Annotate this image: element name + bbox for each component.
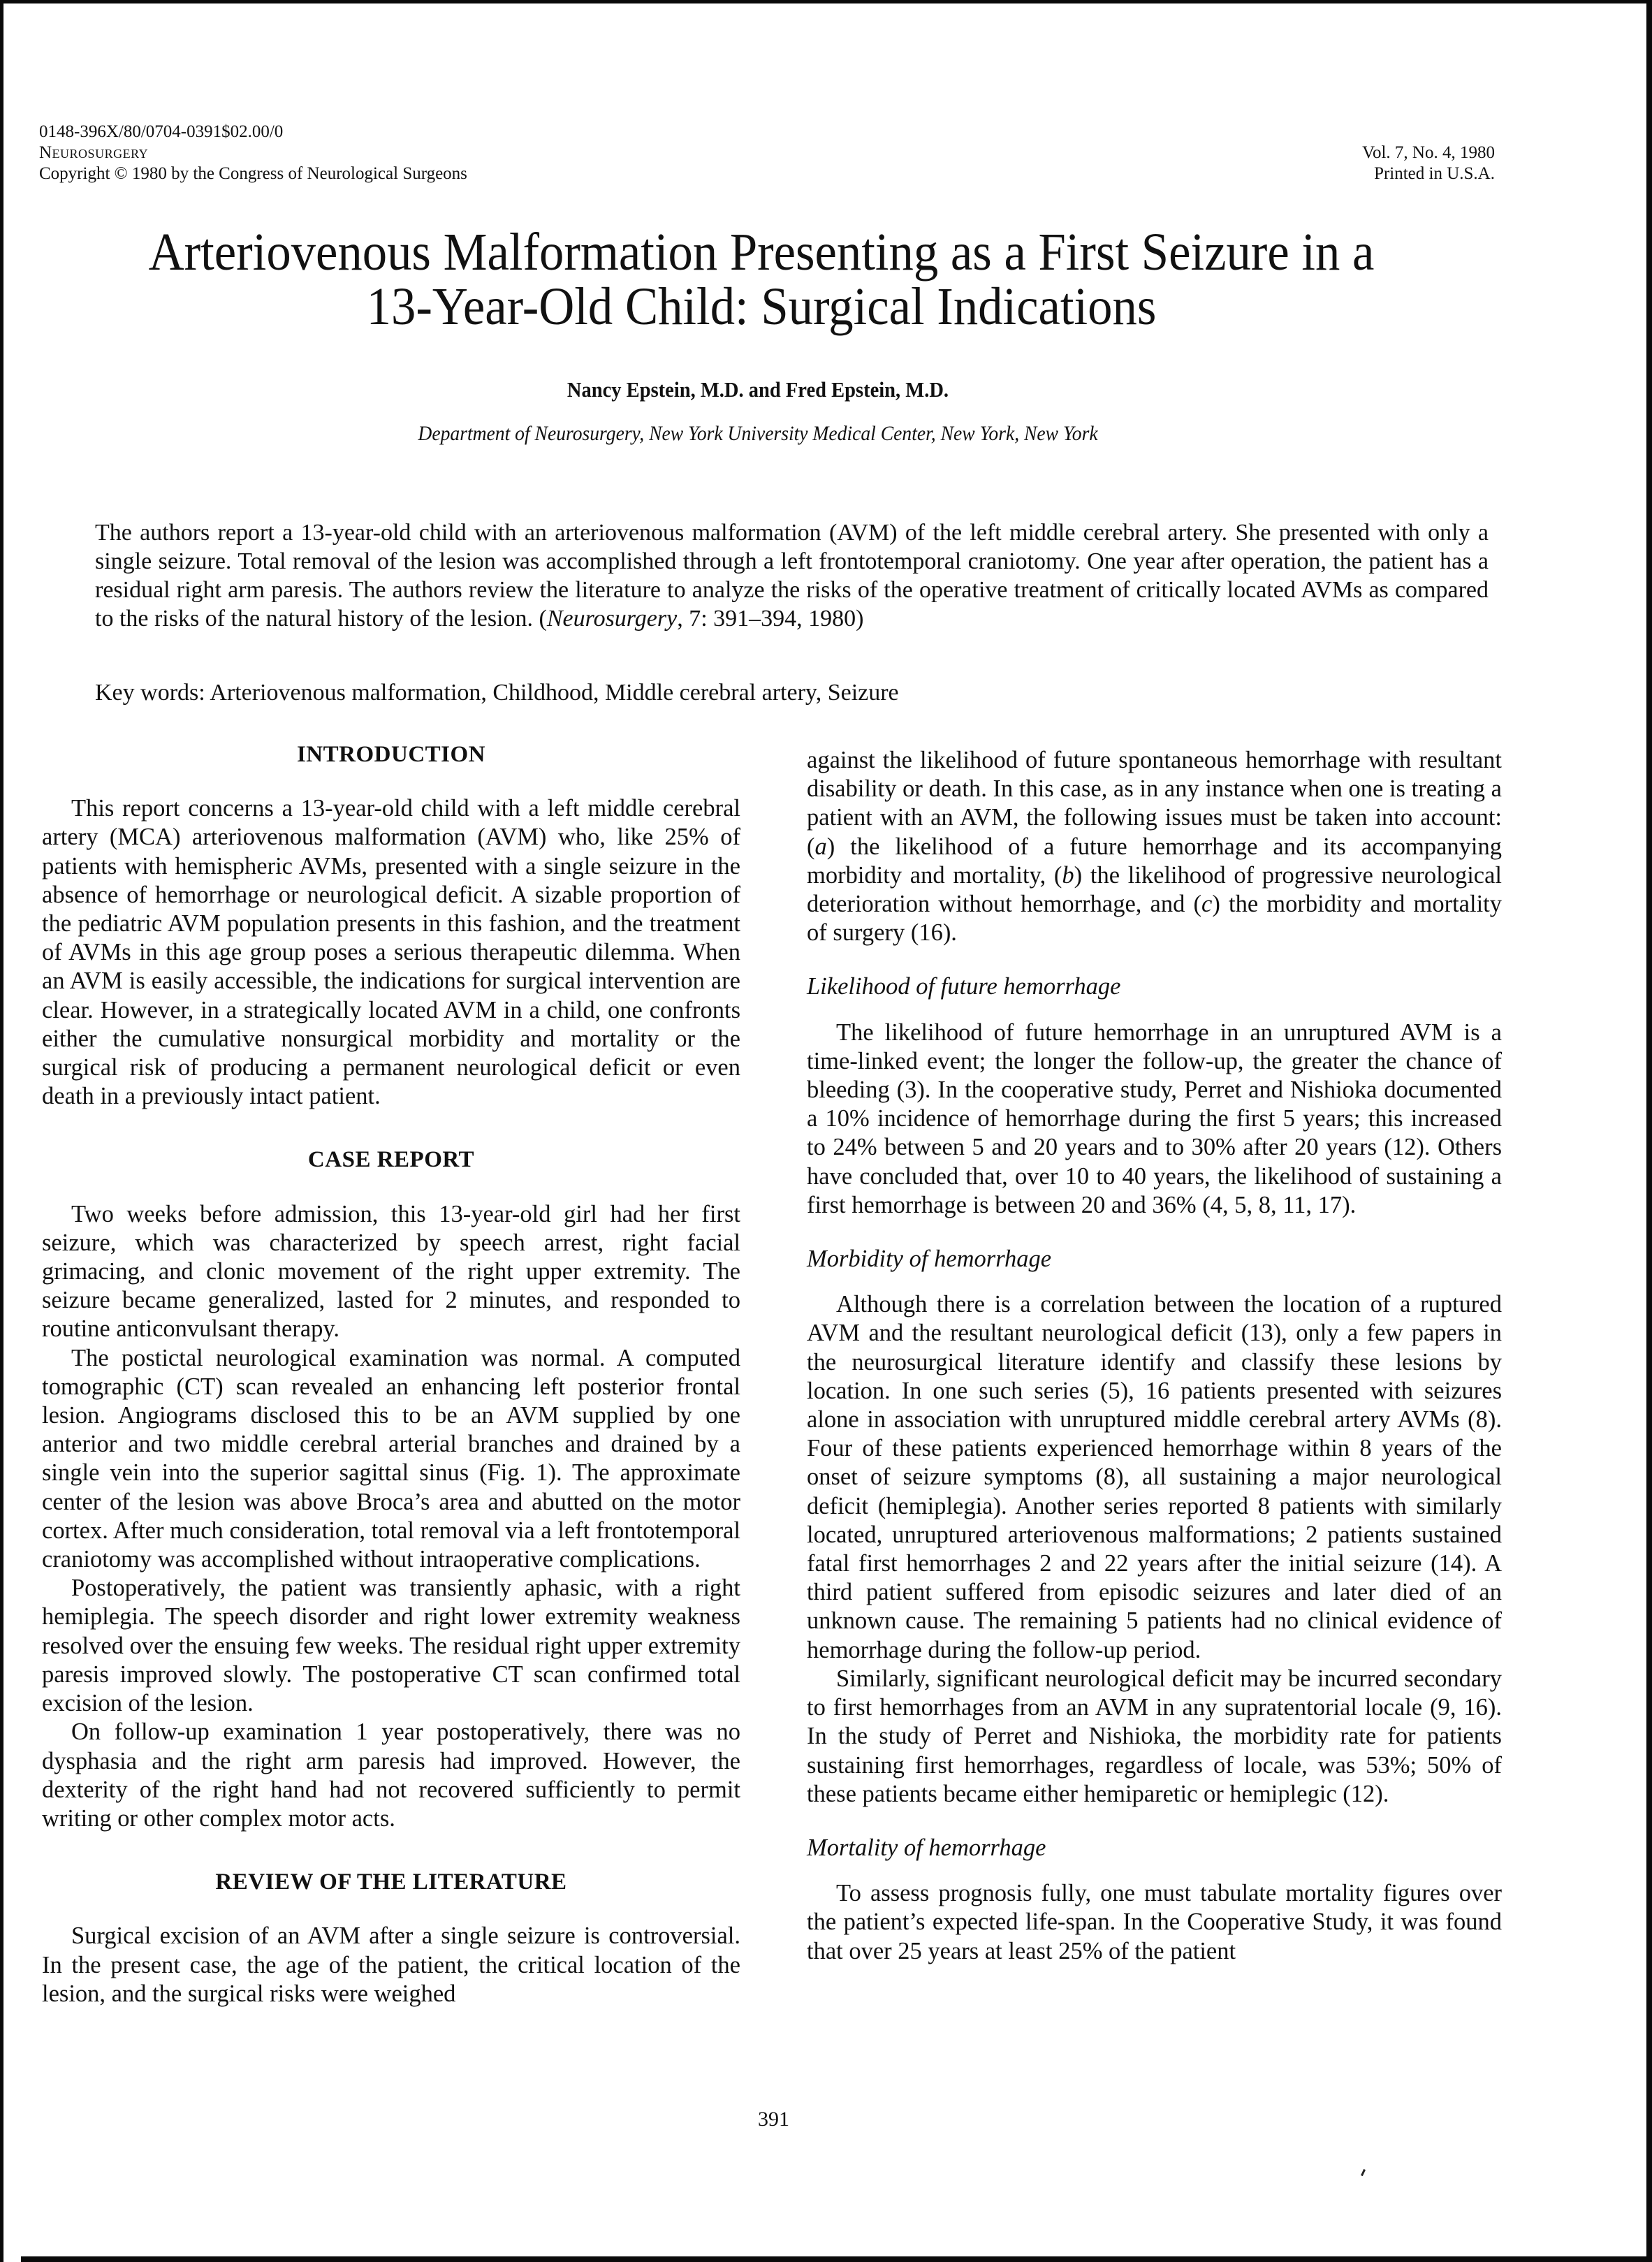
section-heading-introduction: INTRODUCTION xyxy=(296,742,486,767)
section-heading-case-report: CASE REPORT xyxy=(307,1147,475,1173)
list-letter-a: a xyxy=(814,833,827,860)
text-run: ) the likelihood of progressive neurological deterioration without hemorrhage, and ( xyxy=(807,861,1502,918)
page-border-bottom xyxy=(21,2256,1652,2262)
abstract-text: The authors report a 13-year-old child with an arteriovenous malformation (AVM) of the left middle cerebral artery. She presented with only a single seizure. Total removal of the lesion was accomplished through a left frontotemporal craniotomy. One year after operation, the patient has a residual right arm paresis. The authors review the literature to analyze the risks of the operative treatment of critically located AVMs as compared to the risks of the natural history of the lesion. xyxy=(95,520,1489,632)
doc-code: 0148-396X/80/0704-0391$02.00/0 xyxy=(39,122,284,141)
page-border-left xyxy=(0,0,3,2262)
paragraph: The likelihood of future hemorrhage in an unruptured AVM is a time-linked event; the longer the follow-up, the greater the chance of bleeding (3). In the cooperative study, Perret and Nishioka documented a 10% incidence of hemorrhage during the first 5 years; this increased to 24% between 5 and 20 years and to 30% after 20 years (12). Others have concluded that, over 10 to 40 years, the likelihood of sustaining a first hemorrhage is between 20 and 36% (4, 5, 8, 11, 17). xyxy=(807,1019,1502,1218)
affiliation: Department of Neurosurgery, New York University Medical Center, New York, New York xyxy=(418,422,1098,445)
paragraph: Similarly, significant neurological deficit may be incurred secondary to first hemorrhages from an AVM in any supratentorial locale (9, 16). In the study of Perret and Nishioka, the morbidity rate for patients sustaining first hemorrhages, regardless of locale, was 53%; 50% of these patients became either hemiparetic or hemiplegic (12). xyxy=(807,1665,1502,1807)
page-border-top xyxy=(0,0,1652,3)
journal-name: Neurosurgery xyxy=(39,143,149,162)
abstract xyxy=(95,518,1489,633)
journal-header-right xyxy=(1362,143,1495,184)
paragraph: Postoperatively, the patient was transiently aphasic, with a right hemiplegia. The speech disorder and right lower extremity weakness resolved over the ensuing few weeks. The residual right upper extremity paresis improved slowly. The postoperative CT scan confirmed total excision of the lesion. xyxy=(42,1575,740,1717)
text-run: ) the likelihood of a future hemorrhage and its accompanying morbidity and mortality, ( xyxy=(807,833,1502,889)
paragraph: This report concerns a 13-year-old child with a left middle cerebral artery (MCA) arteriovenous malformation (AVM) who, like 25% of patients with hemispheric AVMs, presented with a single seizure in the absence of hemorrhage or neurological deficit. A sizable proportion of the pediatric AVM population presents in this fashion, and the treatment of AVMs in this age group poses a serious therapeutic dilemma. When an AVM is easily accessible, the indications for surgical intervention are clear. However, in a strategically located AVM in a child, one confronts either the cumulative nonsurgical morbidity and mortality or the surgical risk of producing a permanent neurological deficit or even death in a previously intact patient. xyxy=(42,795,740,1110)
authors: Nancy Epstein, M.D. and Fred Epstein, M.D. xyxy=(566,377,949,402)
journal-header-left xyxy=(39,122,467,184)
text-run: ) the morbidity and mortality of surgery (16). xyxy=(807,891,1502,947)
list-letter-b: b xyxy=(1062,861,1074,889)
subheading-likelihood: Likelihood of future hemorrhage xyxy=(807,973,1121,1000)
text-run: against the likelihood of future spontaneous hemorrhage with resultant disability or death. In this case, as in any instance when one is treating a patient with an AVM, the following issues must be taken into account: ( xyxy=(807,747,1502,860)
subheading-mortality: Mortality of hemorrhage xyxy=(807,1834,1046,1861)
title-line-1: Arteriovenous Malformation Presenting as a First Seizure in a xyxy=(148,223,1375,282)
paragraph: Surgical excision of an AVM after a single seizure is controversial. In the present case, the age of the patient, the critical location of the lesion, and the surgical risks were weighed xyxy=(42,1922,740,2007)
abstract-citation-journal: Neurosurgery xyxy=(546,606,678,632)
title-line-2: 13-Year-Old Child: Surgical Indications xyxy=(366,277,1157,336)
printed-in: Printed in U.S.A. xyxy=(1374,164,1495,183)
paragraph-continued xyxy=(807,746,1502,947)
paragraph: Although there is a correlation between the location of a ruptured AVM and the resultant neurological deficit (13), only a few papers in the neurosurgical literature identify and classify these lesions by location. In one such series (5), 16 patients presented with seizures alone in association with unruptured middle cerebral artery AVMs (8). Four of these patients experienced hemorrhage within 8 years of the onset of seizure symptoms (8), all sustaining a major neurological deficit (hemiplegia). Another series reported 8 patients with similarly located, unruptured arteriovenous malformations; 2 patients sustained fatal first hemorrhages 2 and 22 years after the initial seizure (14). A third patient suffered from episodic seizures and later died of an unknown cause. The remaining 5 patients had no clinical evidence of hemorrhage during the follow-up period. xyxy=(807,1291,1502,1663)
paragraph: On follow-up examination 1 year postoperatively, there was no dysphasia and the right arm paresis had improved. However, the dexterity of the right hand had not recovered sufficiently to permit writing or other complex motor acts. xyxy=(42,1719,740,1832)
page-number: 391 xyxy=(758,2108,789,2131)
left-column xyxy=(42,740,740,2008)
paragraph: To assess prognosis fully, one must tabulate mortality figures over the patient’s expected life-span. In the Cooperative Study, it was found that over 25 years at least 25% of the patient xyxy=(807,1880,1502,1964)
copyright-line: Copyright © 1980 by the Congress of Neurological Surgeons xyxy=(39,164,467,183)
subheading-morbidity: Morbidity of hemorrhage xyxy=(807,1246,1052,1273)
abstract-citation-rest: , 7: 391–394, 1980) xyxy=(677,606,864,632)
abstract-citation-open: ( xyxy=(539,606,547,632)
page-border-right xyxy=(1646,0,1652,2262)
right-column xyxy=(807,746,1502,1966)
section-heading-review: REVIEW OF THE LITERATURE xyxy=(215,1869,567,1895)
list-letter-c: c xyxy=(1201,891,1213,918)
keywords: Key words: Arteriovenous malformation, Childhood, Middle cerebral artery, Seizure xyxy=(95,680,899,706)
volume-info: Vol. 7, No. 4, 1980 xyxy=(1362,143,1495,162)
paragraph: Two weeks before admission, this 13-year-old girl had her first seizure, which was characterized by speech arrest, right facial grimacing, and clonic movement of the right upper extremity. The seizure became generalized, lasted for 2 minutes, and responded to routine anticonvulsant therapy. xyxy=(42,1200,740,1343)
article-title xyxy=(112,225,1411,334)
scan-speck xyxy=(1361,2169,1366,2176)
paragraph: The postictal neurological examination was normal. A computed tomographic (CT) scan revealed an enhancing left posterior frontal lesion. Angiograms disclosed this to be an AVM supplied by one anterior and two middle cerebral arterial branches and drained by a single vein into the superior sagittal sinus (Fig. 1). The approximate center of the lesion was above Broca’s area and abutted on the motor cortex. After much consideration, total removal via a left frontotemporal craniotomy was accomplished without intraoperative complications. xyxy=(42,1344,740,1573)
